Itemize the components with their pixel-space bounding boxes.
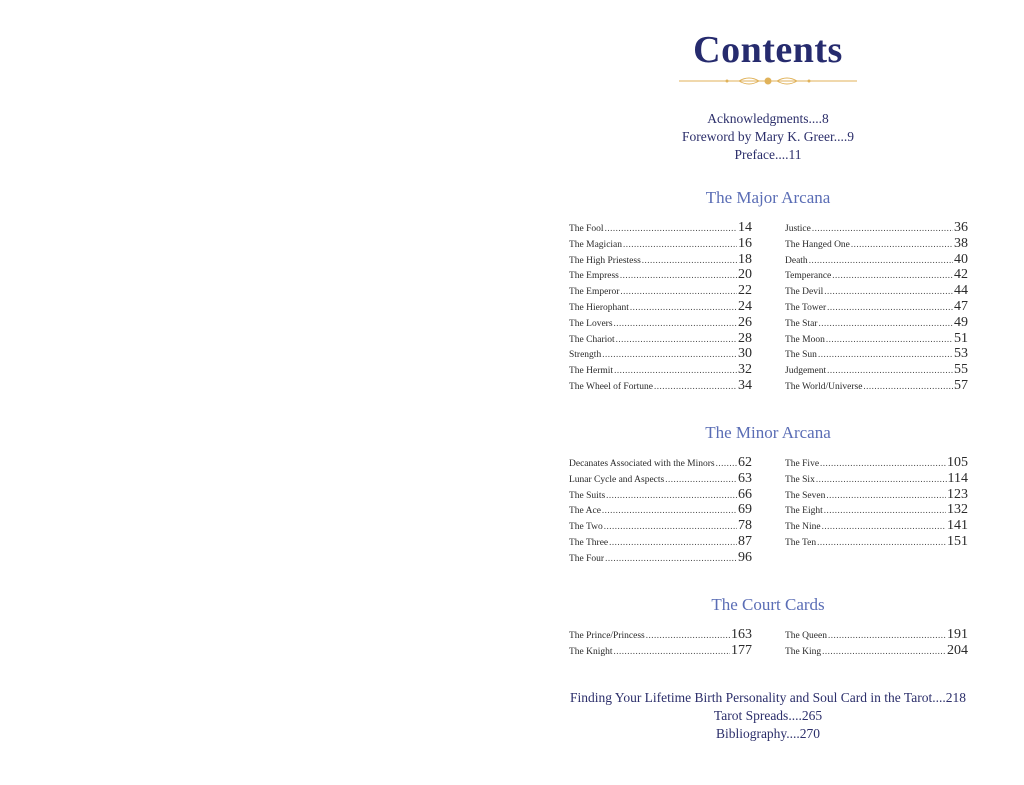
toc-entry[interactable]: [569, 627, 752, 643]
toc-entry-page-number: 57: [954, 377, 968, 393]
toc-entry-page-number: 24: [738, 298, 752, 314]
toc-entry[interactable]: [785, 643, 968, 659]
toc-entry[interactable]: [785, 315, 968, 331]
toc-entry[interactable]: [569, 378, 752, 394]
front-matter-item[interactable]: Foreword by Mary K. Greer....9: [681, 129, 855, 144]
toc-entry-title: The Empress: [569, 271, 619, 282]
dot-leader: [816, 474, 947, 484]
dot-leader: [824, 286, 953, 296]
toc-entry-title: The Wheel of Fortune: [569, 381, 653, 392]
toc-entry-page-number: 69: [738, 502, 752, 518]
title-ornament-icon: [677, 74, 859, 88]
minor-arcana-left-column: [569, 455, 752, 566]
dot-leader: [826, 490, 946, 500]
toc-entry[interactable]: [785, 346, 968, 362]
back-matter-item[interactable]: Tarot Spreads....265: [713, 708, 823, 723]
toc-entry[interactable]: [785, 455, 968, 471]
court-cards-right-column: [785, 627, 968, 659]
toc-entry-title: Strength: [569, 350, 602, 361]
toc-entry-page-number: 51: [954, 330, 968, 346]
toc-entry-title: The Tower: [785, 302, 827, 313]
toc-entry-page-number: 53: [954, 346, 968, 362]
toc-entry-page-number: 55: [954, 362, 968, 378]
court-cards-left-column: [569, 627, 752, 659]
toc-entry-page-number: 132: [947, 502, 968, 518]
dot-leader: [824, 505, 946, 515]
toc-entry[interactable]: [569, 236, 752, 252]
dot-leader: [605, 553, 737, 563]
dot-leader: [809, 255, 953, 265]
toc-entry-title: The Nine: [785, 522, 821, 533]
toc-entry-title: The Hanged One: [785, 239, 850, 250]
toc-entry-title: The Prince/Princess: [569, 631, 645, 641]
toc-entry-title: The Emperor: [569, 287, 620, 298]
toc-entry[interactable]: [569, 299, 752, 315]
major-arcana-right-column: [785, 220, 968, 394]
toc-entry-title: The Ace: [569, 506, 601, 517]
toc-entry-title: Lunar Cycle and Aspects: [569, 474, 665, 485]
toc-entry-page-number: 49: [954, 314, 968, 330]
back-matter-item[interactable]: Bibliography....270: [715, 726, 821, 741]
toc-entry-title: The Star: [785, 318, 818, 329]
toc-entry[interactable]: [569, 550, 752, 566]
toc-entry-title: The Magician: [569, 239, 623, 250]
toc-entry[interactable]: [569, 518, 752, 534]
toc-entry-title: The Eight: [785, 506, 823, 517]
toc-entry[interactable]: [785, 487, 968, 503]
toc-entry[interactable]: [569, 315, 752, 331]
toc-entry-page-number: 114: [947, 470, 968, 486]
toc-entry-title: The Lovers: [569, 318, 613, 329]
back-matter-item[interactable]: Finding Your Lifetime Birth Personality and Soul Card in the Tarot....218: [570, 690, 966, 705]
toc-entry[interactable]: [569, 502, 752, 518]
toc-entry-title: The World/Universe: [785, 381, 863, 392]
toc-entry-title: The Ten: [785, 537, 817, 548]
dot-leader: [602, 349, 737, 359]
toc-entry-page-number: 62: [738, 455, 752, 470]
dot-leader: [614, 318, 737, 328]
toc-entry-page-number: 20: [738, 267, 752, 283]
toc-entry-page-number: 66: [738, 486, 752, 502]
front-matter-list: [568, 110, 968, 164]
toc-entry-title: The Knight: [569, 646, 613, 657]
dot-leader: [605, 223, 737, 233]
toc-entry-page-number: 28: [738, 330, 752, 346]
dot-leader: [832, 270, 953, 280]
toc-entry-page-number: 123: [947, 486, 968, 502]
dot-leader: [646, 630, 730, 640]
dot-leader: [609, 537, 737, 547]
toc-entry[interactable]: [785, 518, 968, 534]
toc-entry[interactable]: [569, 471, 752, 487]
toc-entry-page-number: 38: [954, 235, 968, 251]
toc-entry-page-number: 34: [738, 377, 752, 393]
toc-entry-page-number: 47: [954, 298, 968, 314]
dot-leader: [620, 270, 737, 280]
dot-leader: [716, 458, 737, 468]
dot-leader: [812, 223, 953, 233]
toc-entry-page-number: 18: [738, 251, 752, 267]
toc-entry-title: The Moon: [785, 334, 825, 345]
toc-entry-page-number: 16: [738, 235, 752, 251]
toc-entry-title: The Five: [785, 459, 820, 469]
dot-leader: [863, 381, 953, 391]
toc-entry[interactable]: [785, 283, 968, 299]
dot-leader: [620, 286, 737, 296]
toc-entry-title: The Queen: [785, 631, 827, 641]
toc-entry-page-number: 105: [947, 455, 968, 470]
toc-entry-page-number: 96: [738, 549, 752, 565]
toc-entry[interactable]: [569, 267, 752, 283]
toc-entry[interactable]: [785, 378, 968, 394]
toc-entry-title: The Sun: [785, 350, 817, 361]
toc-entry-page-number: 32: [738, 362, 752, 378]
dot-leader: [614, 365, 737, 375]
toc-entry[interactable]: [785, 299, 968, 315]
major-arcana-left-column: [569, 220, 752, 394]
toc-entry-title: Judgement: [785, 366, 827, 377]
toc-entry[interactable]: [569, 362, 752, 378]
toc-entry[interactable]: [569, 534, 752, 550]
toc-entry[interactable]: [785, 627, 968, 643]
dot-leader: [822, 646, 946, 656]
toc-entry-title: Decanates Associated with the Minors: [569, 459, 715, 469]
toc-entry-title: The Three: [569, 537, 609, 548]
dot-leader: [654, 381, 737, 391]
toc-entry-title: The Chariot: [569, 334, 615, 345]
toc-entry[interactable]: [569, 643, 752, 659]
toc-entry-title: The Seven: [785, 490, 826, 501]
dot-leader: [642, 255, 737, 265]
toc-entry[interactable]: [785, 362, 968, 378]
toc-entry-title: The Hermit: [569, 366, 614, 377]
section-heading-minor-arcana: The Minor Arcana: [705, 423, 831, 442]
toc-entry-page-number: 177: [731, 642, 752, 658]
toc-entry[interactable]: [569, 331, 752, 347]
toc-entry[interactable]: [569, 283, 752, 299]
front-matter-item[interactable]: Preface....11: [734, 147, 802, 162]
section-heading-court-cards: The Court Cards: [711, 595, 825, 614]
dot-leader: [851, 239, 953, 249]
toc-entry[interactable]: [785, 267, 968, 283]
toc-entry-page-number: 30: [738, 346, 752, 362]
back-matter-list: [568, 689, 968, 743]
dot-leader: [820, 458, 946, 468]
dot-leader: [665, 474, 737, 484]
toc-entry[interactable]: [569, 487, 752, 503]
toc-entry-title: Temperance: [785, 271, 832, 282]
dot-leader: [827, 365, 953, 375]
toc-entry[interactable]: [785, 534, 968, 550]
dot-leader: [614, 646, 730, 656]
dot-leader: [630, 302, 737, 312]
toc-entry-page-number: 40: [954, 251, 968, 267]
toc-entry-title: The Devil: [785, 287, 824, 298]
toc-entry-page-number: 36: [954, 220, 968, 235]
front-matter-item[interactable]: Acknowledgments....8: [707, 111, 829, 126]
toc-entry-title: The High Priestess: [569, 255, 641, 266]
dot-leader: [818, 349, 953, 359]
toc-entry[interactable]: [785, 252, 968, 268]
dot-leader: [827, 302, 953, 312]
toc-entry-title: The Suits: [569, 490, 606, 501]
toc-entry-title: The Six: [785, 474, 815, 485]
toc-entry-page-number: 151: [947, 533, 968, 549]
toc-entry[interactable]: [785, 331, 968, 347]
toc-entry-title: The Hierophant: [569, 302, 629, 313]
toc-entry-page-number: 63: [738, 470, 752, 486]
toc-entry-page-number: 78: [738, 518, 752, 534]
toc-entry-page-number: 44: [954, 283, 968, 299]
toc-entry-title: Death: [785, 255, 808, 266]
toc-entry-title: The Two: [569, 522, 603, 533]
dot-leader: [623, 239, 737, 249]
toc-entry[interactable]: [785, 220, 968, 236]
toc-entry[interactable]: [569, 455, 752, 471]
dot-leader: [826, 334, 953, 344]
toc-entry[interactable]: [569, 252, 752, 268]
page-title: Contents: [693, 29, 843, 71]
toc-entry[interactable]: [785, 471, 968, 487]
toc-entry-page-number: 22: [738, 283, 752, 299]
toc-entry-page-number: 163: [731, 627, 752, 642]
toc-entry-page-number: 14: [738, 220, 752, 235]
toc-entry-title: The King: [785, 646, 822, 657]
dot-leader: [602, 505, 737, 515]
dot-leader: [817, 537, 946, 547]
toc-entry-page-number: 204: [947, 642, 968, 658]
toc-entry[interactable]: [785, 236, 968, 252]
toc-entry-title: Justice: [785, 224, 811, 234]
toc-entry-page-number: 191: [947, 627, 968, 642]
toc-entry-page-number: 141: [947, 518, 968, 534]
dot-leader: [822, 521, 946, 531]
minor-arcana-right-column: [785, 455, 968, 550]
toc-entry-title: The Four: [569, 553, 605, 564]
dot-leader: [828, 630, 946, 640]
toc-entry-page-number: 42: [954, 267, 968, 283]
toc-entry-page-number: 26: [738, 314, 752, 330]
toc-entry[interactable]: [569, 220, 752, 236]
toc-entry-page-number: 87: [738, 533, 752, 549]
dot-leader: [616, 334, 737, 344]
toc-entry-title: The Fool: [569, 224, 604, 234]
section-heading-major-arcana: The Major Arcana: [705, 188, 831, 207]
toc-entry[interactable]: [569, 346, 752, 362]
dot-leader: [604, 521, 737, 531]
toc-entry[interactable]: [785, 502, 968, 518]
dot-leader: [606, 490, 737, 500]
dot-leader: [818, 318, 953, 328]
